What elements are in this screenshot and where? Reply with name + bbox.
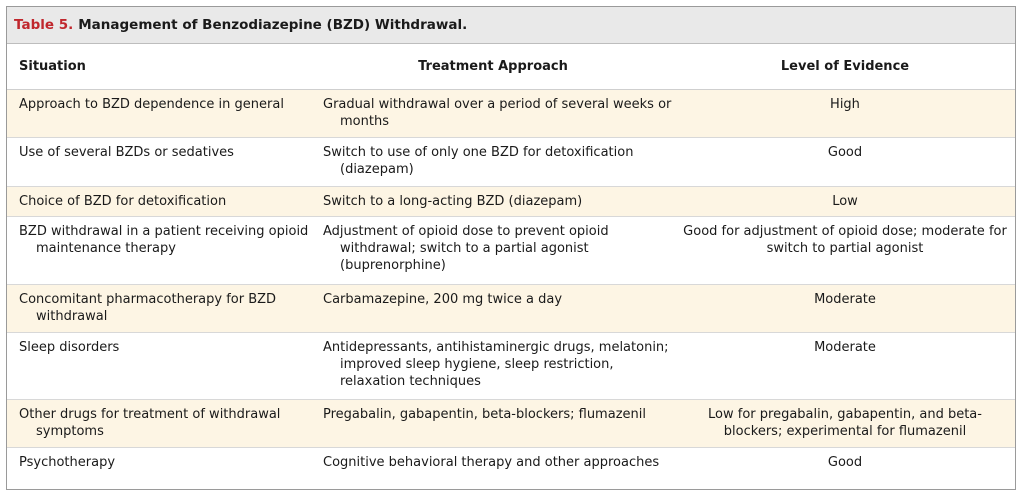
cell-treatment: Switch to use of only one BZD for detoxification (diazepam) [323, 145, 634, 177]
table-row [7, 333, 1015, 400]
header-situation: Situation [19, 59, 86, 74]
header-treatment: Treatment Approach [418, 59, 568, 74]
table-row [7, 217, 1015, 285]
cell-treatment: Antidepressants, antihistaminergic drugs, melatonin; improved sleep hygiene, sleep restriction, relaxation techniques [323, 340, 669, 389]
cell-evidence: Good for adjustment of opioid dose; moderate for switch to partial agonist [683, 224, 1007, 256]
table-number: Table 5. [14, 17, 74, 33]
cell-situation: Sleep disorders [19, 340, 120, 355]
cell-situation: Other drugs for treatment of withdrawal symptoms [19, 407, 281, 439]
table-body [7, 44, 1015, 482]
cell-treatment: Cognitive behavioral therapy and other approaches [323, 455, 660, 470]
cell-treatment: Adjustment of opioid dose to prevent opioid withdrawal; switch to a partial agonist (buprenorphine) [323, 224, 609, 273]
table-row [7, 400, 1015, 448]
cell-evidence: Low for pregabalin, gabapentin, and beta-blockers; experimental for flumazenil [708, 407, 982, 439]
table-header-row [7, 44, 1015, 90]
cell-situation: Psychotherapy [19, 455, 116, 470]
header-evidence: Level of Evidence [780, 59, 910, 74]
cell-treatment: Carbamazepine, 200 mg twice a day [323, 292, 563, 307]
table-row [7, 90, 1015, 138]
cell-treatment: Switch to a long-acting BZD (diazepam) [323, 194, 583, 209]
cell-evidence: High [830, 97, 860, 112]
cell-situation: Choice of BZD for detoxification [19, 194, 227, 209]
cell-evidence: Moderate [814, 340, 876, 355]
cell-evidence: Good [827, 145, 863, 160]
table-title: Management of Benzodiazepine (BZD) Withdrawal. [78, 17, 468, 33]
table-title-bar [7, 7, 1015, 44]
cell-evidence: Low [832, 194, 858, 209]
cell-treatment: Pregabalin, gabapentin, beta-blockers; flumazenil [323, 407, 646, 422]
cell-evidence: Moderate [814, 292, 876, 307]
cell-evidence: Good [827, 455, 863, 470]
table-row [7, 187, 1015, 217]
cell-situation: Use of several BZDs or sedatives [19, 145, 234, 160]
table-row [7, 138, 1015, 187]
cell-situation: Concomitant pharmacotherapy for BZD withdrawal [19, 292, 277, 324]
table-row [7, 285, 1015, 333]
table-frame [6, 6, 1016, 490]
cell-situation: Approach to BZD dependence in general [19, 97, 284, 112]
cell-situation: BZD withdrawal in a patient receiving opioid maintenance therapy [19, 224, 309, 256]
cell-treatment: Gradual withdrawal over a period of several weeks or months [323, 97, 672, 129]
table-row [7, 448, 1015, 482]
